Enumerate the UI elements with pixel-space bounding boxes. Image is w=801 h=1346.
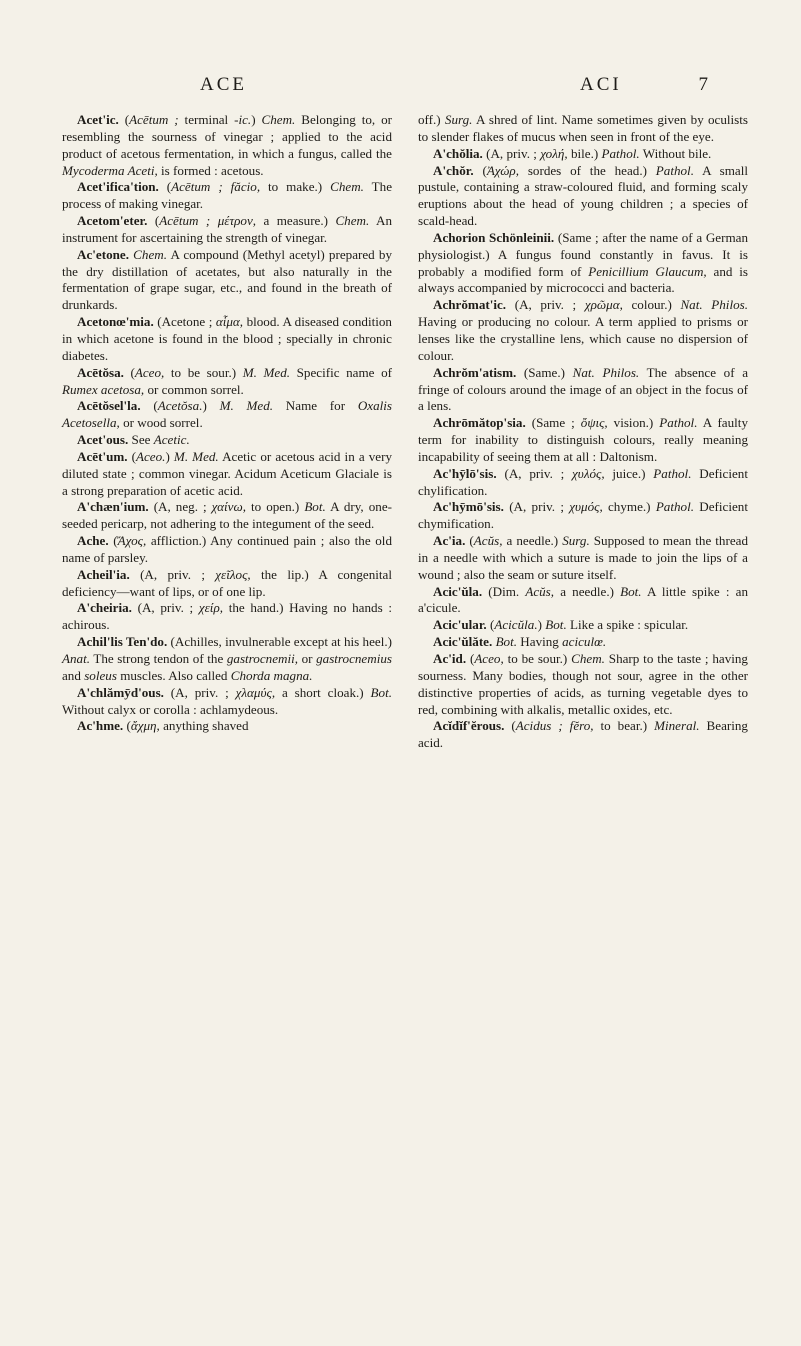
headword: A'chŏr. [433,162,474,178]
italic-text: Ἀχώρ, [486,162,519,178]
entry-text: blood. A diseased condition in which acetone is found in the blood ; specially in chronic diabetes. [62,314,392,363]
entry-text: The process of making vinegar. [62,179,393,212]
italic-text: Acicŭla. [494,617,538,633]
italic-text: Oxalis Acetosella, [62,398,393,431]
entry-text: bile.) [567,145,602,161]
italic-text: Chem. [261,112,296,127]
entry-text: ) [165,448,174,464]
entry-text: The strong tendon of the [90,651,227,666]
headword: Acĭdĭf'ĕrous. [433,718,505,734]
entry-text: ) [537,617,546,633]
entry-text: (Acetone ; [153,314,216,330]
entry-text: (A, priv. ; [129,566,216,582]
entry-text: ) [202,398,220,414]
dictionary-entry-acicular [418,617,748,634]
entry-text: ( [123,364,135,380]
italic-text: -ic. [234,112,252,127]
italic-text: gastrocnemii, [226,651,299,666]
entry-text: Having or producing no colour. A term applied to prisms or lenses like the crystalline lens, which cause no dispersion of colour. [418,314,748,363]
entry-text: A compound (Methyl acetyl) prepared by the dry distillation of acetates, but also naturally in the fermentation of grape sugar, etc., and found in the breath of drunkards. [62,246,392,313]
dictionary-entry-ache [62,533,392,567]
entry-text: (A, priv. ; [482,145,541,161]
entry-text: A little spike : an a'cicule. [418,583,748,616]
italic-text: Chem. [335,213,370,229]
dictionary-entry-achromatopsia [418,415,748,466]
entry-text: Without calyx or corolla : achlamydeous. [62,701,279,717]
entry-text: or common sorrel. [144,381,244,397]
dictionary-entry-acetification [62,179,392,213]
entry-text: colour.) [622,297,681,313]
italic-text: Acŭs, [473,533,503,549]
headword: Acet'ic. [77,112,119,127]
running-head-right: ACI [580,74,622,95]
italic-text: Chorda magna. [230,667,313,683]
headword: Ac'ia. [433,533,466,549]
entry-text: ( [118,112,130,127]
dictionary-entry-aciduferous [418,718,748,752]
dictionary-entry-achme-cont [418,112,748,146]
dictionary-entry-achaenium [62,499,392,533]
italic-text: Acētum ; făcio, [171,179,261,195]
entry-text: A shred of lint. Name sometimes given by oculists to slender flakes of mucus when seen in front of the eye. [418,112,748,144]
entry-text: A faulty term for inability to distinguish colours, really meaning incapability of seeing them at all : Daltonism. [418,415,748,464]
dictionary-entry-aciculate [418,634,748,651]
entry-text: (A, neg. ; [148,499,212,515]
dictionary-entry-achylosis [418,466,748,500]
entry-text: or wood sorrel. [119,415,203,431]
dictionary-entry-acholia [418,146,748,163]
entry-text: the hand.) Having no hands : achirous. [62,600,392,633]
entry-text: to open.) [245,499,305,515]
running-head-left: ACE [200,74,247,95]
entry-text: (Same ; after the name of a German physiologist.) A fungus found constantly in favus. It is probably a modified form of [418,229,748,279]
running-head [0,74,801,98]
italic-text: χαίνω, [211,499,246,515]
entry-text: ( [147,213,160,229]
italic-text: Nat. Philos. [572,364,640,380]
headword: Ac'etone. [77,246,129,262]
headword: A'chŏlia. [433,145,483,161]
entry-text: ( [140,398,158,414]
italic-text: Aceo, [474,651,504,666]
italic-text: χυμός, [569,499,603,515]
italic-text: χείρ, [198,600,224,616]
headword: Achrōmătop'sia. [433,415,526,431]
entry-text: ( [123,718,131,734]
headword: Ac'hme. [77,718,124,734]
left-column [62,112,392,735]
italic-text: Bot. [304,499,326,515]
entry-text: or [298,651,317,666]
headword: Acic'ular. [433,617,487,633]
italic-text: Ἄχος, [117,533,147,549]
entry-text: Having [517,634,563,650]
italic-text: Pathol. [655,499,695,515]
italic-text: Penicillium Glaucum, [588,263,707,279]
headword: A'chæn'ium. [77,499,149,515]
italic-text: Chem. [330,179,364,195]
dictionary-entry-achlamydeous [62,685,392,719]
headword: Acēt'um. [77,448,128,464]
entry-text: Specific name of [290,364,392,380]
entry-text: ) [251,112,262,127]
entry-text: Deficient chymification. [418,499,748,532]
italic-text: Anat. [62,651,91,666]
entry-text: (A, priv. ; [496,465,573,481]
entry-text: anything shaved [159,718,249,734]
dictionary-entry-acheiria [62,600,392,634]
italic-text: χυλός, [572,465,605,481]
entry-text: ( [504,718,516,734]
entry-text: The absence of a fringe of colours around the image of an object in the focus of a lens. [418,364,749,414]
entry-text: a needle.) [554,583,621,599]
dictionary-entry-achillis-tendo [62,634,392,685]
italic-text: M. Med. [242,364,291,380]
headword: Acētŏsa. [77,364,124,380]
entry-text: to be sour.) [503,651,572,666]
entry-text: sordes of the head.) [519,162,656,178]
dictionary-entry-acetous [62,432,392,449]
entry-text: is formed : acetous. [157,162,264,178]
headword: Acētŏsel'la. [77,398,141,414]
italic-text: Bot. [620,583,642,599]
headword: Ac'id. [433,651,467,666]
italic-text: Nat. Philos. [680,297,749,313]
right-column [418,112,748,752]
entry-text: off.) [418,112,445,127]
italic-text: M. Med. [173,448,219,464]
italic-text: Rumex acetosa, [62,381,145,397]
entry-text: (Achilles, invulnerable except at his heel.) [167,634,392,650]
entry-text: juice.) [604,465,654,481]
italic-text: Surg. [562,533,590,549]
entry-text: Sharp to the taste ; having sourness. Many bodies, though not sour, agree in the other distinctive properties of acids, as turning vegetable dyes to red, combining with alkalis, metallic oxides, etc. [418,651,748,717]
entry-text: Supposed to mean the thread in a needle with which a suture is made to join the lips of a wound ; also the seam or suture itself. [418,533,749,582]
italic-text: Acētum ; [129,112,179,127]
headword: A'chlămȳd'ous. [77,684,164,700]
entry-text: (Dim. [482,583,526,599]
entry-text: Deficient chylification. [418,465,748,498]
dictionary-entry-acetum [62,449,392,500]
entry-text: Belonging to, or resembling the sourness of vinegar ; applied to the acid product of acetous fermentation, in which a fungus, called the [62,112,392,161]
headword: A'cheiria. [77,600,132,616]
dictionary-entry-acicula [418,584,748,618]
italic-text: Aceo, [134,364,165,380]
entry-text: See [128,432,154,448]
italic-text: χεῖλος, [215,566,251,582]
italic-text: Chem. [571,651,605,666]
italic-text: aciculœ. [562,634,607,650]
entry-text: A small pustule, containing a straw-coloured fluid, and forming scaly eruptions about the head of young children ; a species of scald-head. [418,162,748,229]
italic-text: Aceo. [136,448,166,464]
dictionary-entry-achymosis [418,499,748,533]
italic-text: Acetic. [153,432,190,448]
headword: Ache. [77,533,109,549]
italic-text: Acetŏsa. [157,398,203,414]
entry-text: ( [486,617,495,633]
italic-text: χλαμύς, [235,684,276,700]
entry-text: Without bile. [639,145,712,161]
italic-text: ὄψις, [580,415,608,431]
entry-text: to make.) [260,179,331,195]
entry-text: a short cloak.) [275,684,371,700]
headword: Acic'ŭla. [433,583,483,599]
headword: Achil'lis Ten'do. [77,634,168,650]
entry-text: to bear.) [593,718,655,734]
entry-text: ( [108,533,118,549]
entry-text: (A, priv. ; [503,499,570,515]
entry-text: (A, priv. ; [163,684,236,700]
headword: Acic'ŭlăte. [433,634,493,650]
dictionary-entry-acetonaemia [62,314,392,365]
dictionary-entry-achor [418,163,748,230]
entry-text: (A, priv. ; [506,297,585,313]
entry-text: ( [127,448,136,464]
dictionary-entry-acia [418,533,748,584]
entry-text: An instrument for ascertaining the strength of vinegar. [62,213,392,245]
italic-text: Mycoderma Aceti, [62,162,158,178]
entry-text: a needle.) [502,533,563,549]
dictionary-entry-aceticum [62,112,392,179]
italic-text: Acidus ; fĕro, [515,718,594,734]
dictionary-entry-achromatic [418,297,748,364]
italic-text: Pathol. [655,162,694,178]
entry-text: the lip.) A congenital deficiency—want of lips, or of one lip. [62,566,392,599]
italic-text: ἄχμη, [130,718,160,734]
headword: Achorion Schönleinii. [433,229,555,245]
entry-text: a measure.) [256,213,336,229]
entry-text: Name for [273,398,358,414]
italic-text: Bot. [370,684,392,700]
dictionary-entry-acetone [62,247,392,314]
headword: Achrŏmat'ic. [433,297,507,313]
italic-text: M. Med. [219,398,274,414]
headword: Acet'ous. [77,432,129,448]
entry-text: to be sour.) [164,364,243,380]
entry-text: affliction.) Any continued pain ; also the old name of parsley. [62,533,392,565]
italic-text: soleus [84,667,117,683]
page-number: 7 [698,74,711,95]
entry-text: ( [465,533,474,549]
italic-text: Mineral. [654,718,700,734]
italic-text: Pathol. [653,465,692,481]
entry-text: A dry, one-seeded pericarp, not adhering to the integument of the seed. [62,499,392,532]
italic-text: gastrocnemius [316,651,392,666]
italic-text: χρῶμα, [584,297,623,313]
entry-text: muscles. Also called [116,667,231,683]
headword: Achrŏm'atism. [433,364,517,380]
dictionary-entry-acetosella [62,398,392,432]
italic-text: Pathol. [601,145,640,161]
entry-text: Like a spike : spicular. [566,617,689,633]
headword: Acetom'eter. [77,213,148,229]
italic-text: Bot. [495,634,518,650]
dictionary-entry-acetosa [62,365,392,399]
entry-text: ( [473,162,487,178]
entry-text: chyme.) [602,499,656,515]
entry-text: ( [466,651,475,666]
italic-text: Bot. [545,617,567,633]
entry-text: (A, priv. ; [131,600,199,616]
italic-text: Chem. [133,246,167,262]
entry-text: Bearing acid. [418,718,748,751]
headword: Acetonœ'mia. [77,314,154,330]
entry-text: and [62,667,85,683]
entry-text: and is always accompanied by micrococci and bacteria. [418,263,749,296]
dictionary-entry-achorion [418,230,748,297]
headword: Ac'hȳmō'sis. [433,499,504,515]
italic-text: αἷμα, [215,314,244,330]
italic-text: Pathol. [659,415,698,431]
headword: Acheil'ia. [77,566,130,582]
entry-text: (Same.) [516,364,573,380]
italic-text: Surg. [444,112,473,127]
entry-text: ( [158,179,172,195]
headword: Ac'hȳlō'sis. [433,465,497,481]
dictionary-entry-achme [62,718,392,735]
entry-text: (Same ; [525,415,581,431]
dictionary-entry-acid [418,651,748,718]
italic-text: Acētum ; μέτρον, [159,213,257,229]
entry-text: vision.) [607,415,660,431]
entry-text: terminal [178,112,235,127]
entry-text: Acetic or acetous acid in a very diluted state ; common vinegar. Acidum Aceticum Glaciale is a strong preparation of acetic acid. [62,448,392,498]
dictionary-entry-acheilia [62,567,392,601]
dictionary-entry-acetometer [62,213,392,247]
italic-text: χολή, [540,145,568,161]
italic-text: Acŭs, [525,583,555,599]
dictionary-entry-achromatism [418,365,748,416]
headword: Acet'ifica'tion. [77,179,159,195]
